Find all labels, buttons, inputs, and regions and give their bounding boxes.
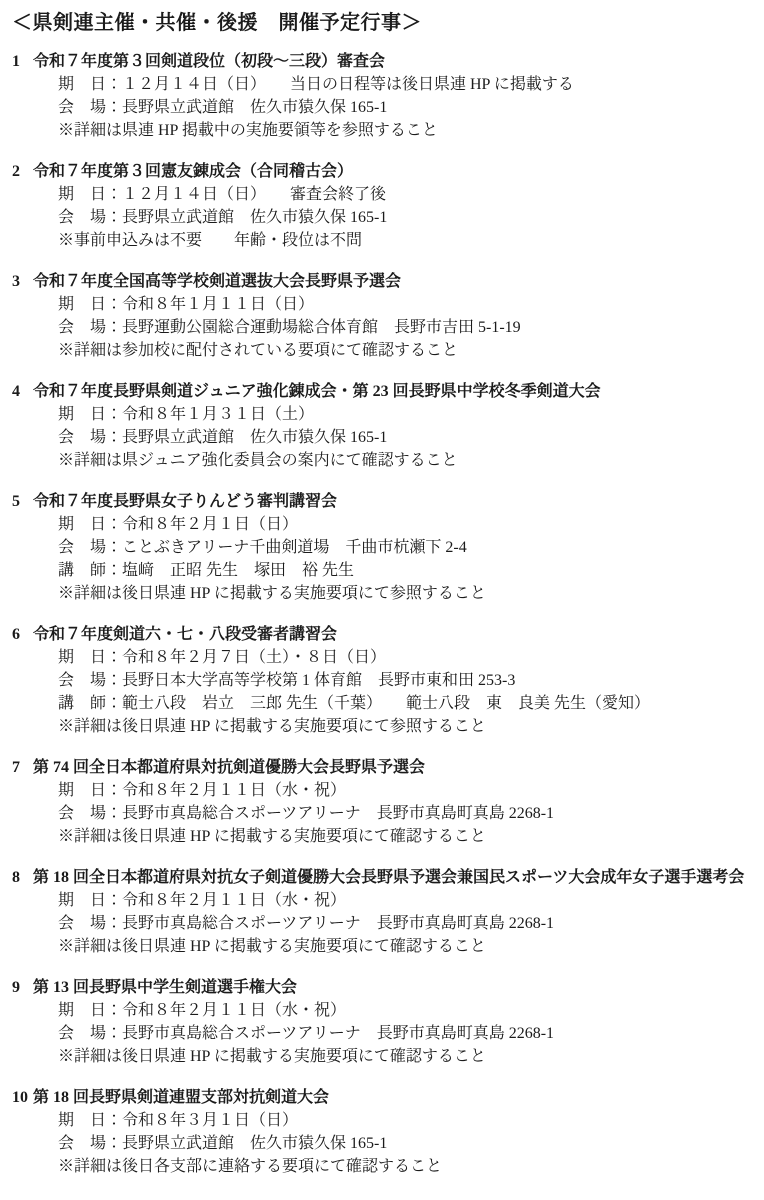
- event-venue-line: 会 場：長野県立武道館 佐久市猿久保 165-1: [58, 429, 388, 446]
- event-title: 第 13 回長野県中学生剣道選手権大会: [33, 979, 298, 996]
- event-number: 9: [12, 979, 20, 996]
- event-heading: [12, 490, 756, 513]
- event-date-line: 期 日：令和８年１月１１日（日）: [58, 296, 315, 313]
- event-item: [12, 380, 756, 472]
- event-heading: [12, 866, 756, 889]
- event-date-line: 期 日：令和８年２月１１日（水・祝）: [58, 892, 347, 909]
- event-heading: [12, 160, 756, 183]
- event-item: [12, 866, 756, 958]
- event-item: [12, 490, 756, 605]
- event-title: 令和７年度第３回剣道段位（初段～三段）審査会: [33, 53, 386, 70]
- event-number: 8: [12, 869, 20, 886]
- event-heading: [12, 270, 756, 293]
- event-note-line: ※詳細は後日県連 HP に掲載する実施要項にて参照すること: [58, 585, 486, 602]
- event-date-line: 期 日：令和８年２月１日（日）: [58, 516, 299, 533]
- event-heading: [12, 1086, 756, 1109]
- event-heading: [12, 976, 756, 999]
- event-title: 第 18 回長野県剣道連盟支部対抗剣道大会: [33, 1089, 330, 1106]
- event-date-line: 期 日：令和８年２月７日（土）・８日（日）: [58, 649, 387, 666]
- event-item: [12, 976, 756, 1068]
- event-number: 5: [12, 493, 20, 510]
- event-item: [12, 1086, 756, 1178]
- event-number: 3: [12, 273, 20, 290]
- event-number: 1: [12, 53, 20, 70]
- event-venue-line: 会 場：長野県立武道館 佐久市猿久保 165-1: [58, 1135, 388, 1152]
- event-date-line: 期 日：１２月１４日（日） 審査会終了後: [58, 186, 387, 203]
- event-title: 令和７年度全国高等学校剣道選抜大会長野県予選会: [33, 273, 402, 290]
- event-date-line: 期 日：令和８年３月１日（日）: [58, 1112, 299, 1129]
- event-note-line: ※詳細は参加校に配付されている要項にて確認すること: [58, 342, 459, 359]
- event-venue-line: 会 場：長野県立武道館 佐久市猿久保 165-1: [58, 209, 388, 226]
- event-note-line: ※詳細は後日県連 HP に掲載する実施要項にて参照すること: [58, 718, 486, 735]
- event-venue-line: 会 場：長野日本大学高等学校第 1 体育館 長野市東和田 253-3: [58, 672, 516, 689]
- event-number: 2: [12, 163, 20, 180]
- event-venue-line: 会 場：長野運動公園総合運動場総合体育館 長野市吉田 5-1-19: [58, 319, 521, 336]
- page-title: ＜県剣連主催・共催・後援 開催予定行事＞: [12, 12, 422, 34]
- event-note-line: ※詳細は後日各支部に連絡する要項にて確認すること: [58, 1158, 443, 1175]
- event-note-line: ※詳細は後日県連 HP に掲載する実施要項にて確認すること: [58, 938, 486, 955]
- event-item: [12, 160, 756, 252]
- event-heading: [12, 50, 756, 73]
- event-number: 4: [12, 383, 20, 400]
- event-heading: [12, 623, 756, 646]
- event-note-line: ※詳細は県ジュニア強化委員会の案内にて確認すること: [58, 452, 458, 469]
- event-item: [12, 270, 756, 362]
- event-note-line: ※詳細は後日県連 HP に掲載する実施要項にて確認すること: [58, 1048, 486, 1065]
- event-number: 7: [12, 759, 20, 776]
- event-item: [12, 756, 756, 848]
- event-venue-line: 会 場：長野市真島総合スポーツアリーナ 長野市真島町真島 2268-1: [58, 915, 555, 932]
- event-date-line: 期 日：１２月１４日（日） 当日の日程等は後日県連 HP に掲載する: [58, 76, 574, 93]
- event-heading: [12, 380, 756, 403]
- event-date-line: 期 日：令和８年２月１１日（水・祝）: [58, 1002, 347, 1019]
- event-title: 令和７年度剣道六・七・八段受審者講習会: [33, 626, 338, 643]
- event-venue-line: 会 場：ことぶきアリーナ千曲剣道場 千曲市杭瀬下 2-4: [58, 539, 467, 556]
- event-number: 6: [12, 626, 20, 643]
- event-title: 令和７年度長野県剣道ジュニア強化錬成会・第 23 回長野県中学校冬季剣道大会: [33, 383, 601, 400]
- event-item: [12, 623, 756, 738]
- event-date-line: 期 日：令和８年２月１１日（水・祝）: [58, 782, 347, 799]
- event-heading: [12, 756, 756, 779]
- event-title: 令和７年度第３回憲友錬成会（合同稽古会）: [33, 163, 354, 180]
- event-item: [12, 50, 756, 142]
- event-lecturer-line: 講 師：塩﨑 正昭 先生 塚田 裕 先生: [58, 562, 355, 579]
- event-lecturer-line: 講 師：範士八段 岩立 三郎 先生（千葉） 範士八段 東 良美 先生（愛知）: [58, 695, 651, 712]
- event-date-line: 期 日：令和８年１月３１日（土）: [58, 406, 315, 423]
- event-venue-line: 会 場：長野県立武道館 佐久市猿久保 165-1: [58, 99, 388, 116]
- event-title: 第 18 回全日本都道府県対抗女子剣道優勝大会長野県予選会兼国民スポーツ大会成年女子選手選考会: [33, 869, 745, 886]
- event-note-line: ※詳細は後日県連 HP に掲載する実施要項にて確認すること: [58, 828, 486, 845]
- event-title: 令和７年度長野県女子りんどう審判講習会: [33, 493, 338, 510]
- event-title: 第 74 回全日本都道府県対抗剣道優勝大会長野県予選会: [33, 759, 426, 776]
- event-note-line: ※詳細は県連 HP 掲載中の実施要領等を参照すること: [58, 122, 438, 139]
- event-note-line: ※事前申込みは不要 年齢・段位は不問: [58, 232, 363, 249]
- event-number: 10: [12, 1089, 28, 1106]
- event-venue-line: 会 場：長野市真島総合スポーツアリーナ 長野市真島町真島 2268-1: [58, 805, 555, 822]
- event-venue-line: 会 場：長野市真島総合スポーツアリーナ 長野市真島町真島 2268-1: [58, 1025, 555, 1042]
